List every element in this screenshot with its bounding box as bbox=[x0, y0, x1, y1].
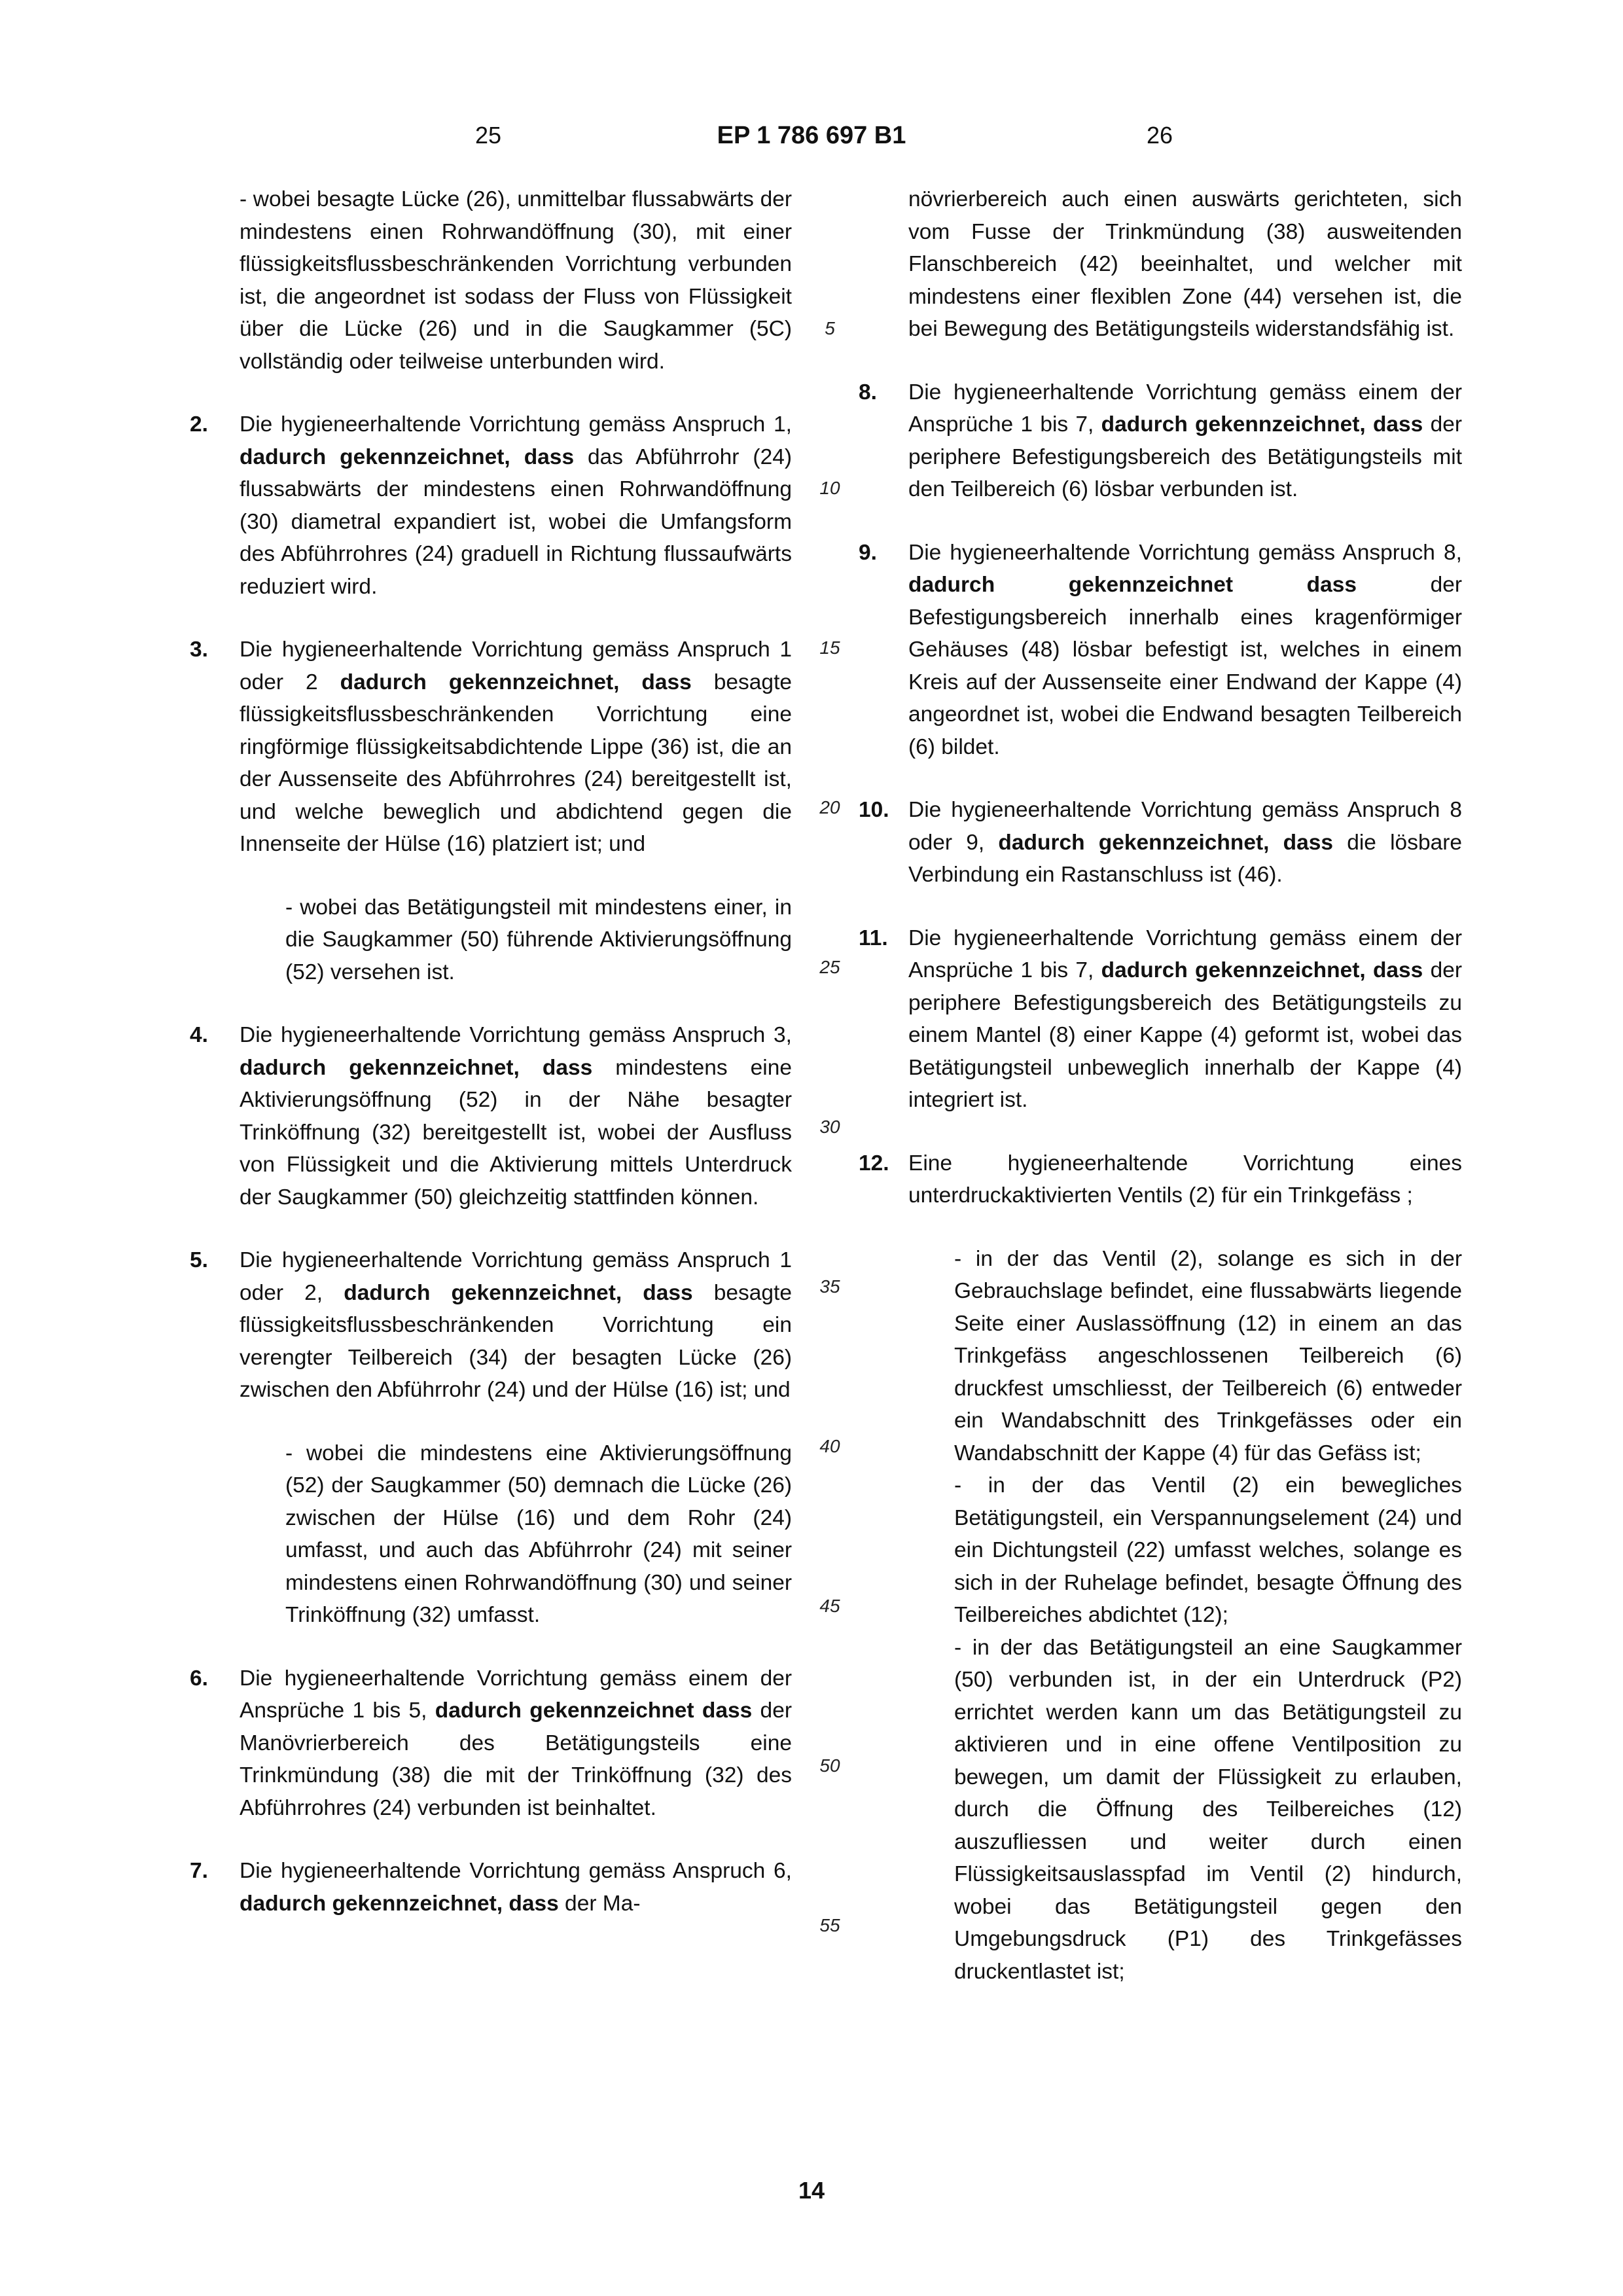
claim-text: Die hygieneerhaltende Vorrichtung gemäss einem der Ansprüche 1 bis 7, dadurch gekennzeichnet, dass der periphere Befestigungsbereich des Betätigungsteils zu einem Mantel (8) einer Kappe (4) geformt ist, wobei das Betätigungsteil unbeweglich innerhalb der Kappe (4) integriert ist. bbox=[908, 925, 1462, 1112]
claim-10 bbox=[859, 794, 1462, 891]
claim-text: Die hygieneerhaltende Vorrichtung gemäss Anspruch 8, dadurch gekennzeichnet dass der Befestigungsbereich innerhalb eines kragenförmiger Gehäuses (48) lösbar befestigt ist, welches in einem Kreis auf der Aussenseite einer Endwand der Kappe (4) angeordnet ist, wobei die Endwand besagten Teilbereich (6) bildet. bbox=[908, 540, 1462, 759]
claim-12-subclause-3: - in der das Betätigungsteil an eine Saugkammer (50) verbunden ist, in der ein Unterdruck (P2) errichtet werden kann um das Betätigungsteil zu aktivieren und in eine offene Ventilposition zu bewegen, um damit der Flüssigkeit zu erlauben, durch die Öffnung des Teilbereiches (12) auszufliessen und weiter durch einen Flüssigkeitsauslasspfad im Ventil (2) hindurch, wobei das Betätigungsteil gegen den Umgebungsdruck (P1) des Trinkgefässes druckentlastet ist; bbox=[954, 1635, 1462, 1984]
claim-3-subclause: - wobei das Betätigungsteil mit mindestens einer, in die Saugkammer (50) führende Aktivierungsöffnung (52) versehen ist. bbox=[285, 895, 792, 984]
line-number: 50 bbox=[819, 1755, 840, 1776]
line-number: 35 bbox=[819, 1276, 840, 1297]
claim-1-continuation: - wobei besagte Lücke (26), unmittelbar flussabwärts der mindestens einen Rohrwandöffnung (30), mit einer flüssigkeitsflussbeschränkenden Vorrichtung verbunden ist, die angeordnet ist sodass der Fluss von Flüssigkeit über die Lücke (26) und in die Saugkammer (5C) vollständig oder teilweise unterbunden wird. bbox=[240, 187, 792, 374]
claim-8 bbox=[859, 376, 1462, 506]
claim-text: Die hygieneerhaltende Vorrichtung gemäss Anspruch 1 oder 2 dadurch gekennzeichnet, dass besagte flüssigkeitsflussbeschränkenden Vorrichtung eine ringförmige flüssigkeitsabdichtende Lippe (36) ist, die an der Aussenseite des Abführrohres (24) bereitgestellt ist, und welche beweglich und abdichtend gegen die Innenseite der Hülse (16) platziert ist; und bbox=[240, 637, 793, 856]
claim-text: Die hygieneerhaltende Vorrichtung gemäss Anspruch 1 oder 2, dadurch gekennzeichnet, dass besagte flüssigkeitsflussbeschränkenden Vorrichtung ein verengter Teilbereich (34) der besagten Lücke (26) zwischen den Abführrohr (24) und der Hülse (16) ist; und bbox=[240, 1248, 792, 1402]
claim-number: 8. bbox=[859, 380, 877, 404]
claim-number: 12. bbox=[859, 1151, 889, 1175]
claim-number: 11. bbox=[859, 925, 888, 950]
claim-6 bbox=[190, 1662, 792, 1825]
claim-text: Die hygieneerhaltende Vorrichtung gemäss Anspruch 6, dadurch gekennzeichnet, dass der Ma- bbox=[240, 1859, 792, 1916]
claim-text: Die hygieneerhaltende Vorrichtung gemäss Anspruch 1, dadurch gekennzeichnet, dass das Abführrohr (24) flussabwärts der mindestens einen Rohrwandöffnung (30) diametral expandiert ist, wobei die Umfangsform des Abführrohres (24) graduell in Richtung flussaufwärts reduziert wird. bbox=[240, 412, 792, 599]
patent-number: EP 1 786 697 B1 bbox=[717, 122, 906, 149]
page-footer-number: 14 bbox=[798, 2177, 825, 2204]
claim-number: 5. bbox=[190, 1248, 208, 1272]
line-number: 30 bbox=[819, 1117, 840, 1137]
claim-12 bbox=[859, 1147, 1462, 1212]
claim-3 bbox=[190, 634, 792, 861]
line-number: 45 bbox=[819, 1596, 840, 1616]
claim-number: 4. bbox=[190, 1023, 208, 1047]
claim-4 bbox=[190, 1019, 792, 1213]
claim-number: 3. bbox=[190, 637, 208, 662]
claim-text: Die hygieneerhaltende Vorrichtung gemäss einem der Ansprüche 1 bis 7, dadurch gekennzeichnet, dass der periphere Befestigungsbereich des Betätigungsteils mit den Teilbereich (6) lösbar verbunden ist. bbox=[908, 380, 1462, 501]
claim-11 bbox=[859, 922, 1462, 1117]
line-number: 40 bbox=[819, 1436, 840, 1456]
line-number: 55 bbox=[819, 1915, 840, 1935]
claim-2 bbox=[190, 408, 792, 603]
line-number: 5 bbox=[825, 318, 835, 338]
claim-5-subclause: - wobei die mindestens eine Aktivierungsöffnung (52) der Saugkammer (50) demnach die Lücke (26) zwischen der Hülse (16) und dem Rohr (24) umfasst, und auch das Abführrohr (24) mit seiner mindestens einen Rohrwandöffnung (30) und seiner Trinköffnung (32) umfasst. bbox=[285, 1441, 792, 1627]
claim-text: Die hygieneerhaltende Vorrichtung gemäss einem der Ansprüche 1 bis 5, dadurch gekennzeichnet dass der Manövrierbereich des Betätigungsteils eine Trinkmündung (38) die mit der Trinköffnung (32) des Abführrohres (24) verbunden ist beinhaltet. bbox=[240, 1666, 792, 1820]
line-number: 25 bbox=[819, 957, 840, 977]
claim-text: Eine hygieneerhaltende Vorrichtung eines unterdruckaktivierten Ventils (2) für ein Trinkgefäss ; bbox=[908, 1151, 1462, 1208]
line-number: 10 bbox=[819, 478, 840, 498]
left-column bbox=[190, 183, 792, 1920]
claim-number: 7. bbox=[190, 1859, 208, 1883]
claim-7 bbox=[190, 1855, 792, 1920]
line-number: 20 bbox=[819, 797, 840, 817]
claim-text: Die hygieneerhaltende Vorrichtung gemäss Anspruch 3, dadurch gekennzeichnet, dass mindestens eine Aktivierungsöffnung (52) in der Nähe besagter Trinköffnung (32) bereitgestellt ist, wobei der Ausfluss von Flüssigkeit und die Aktivierung mittels Unterdruck der Saugkammer (50) gleichzeitig stattfinden können. bbox=[240, 1023, 793, 1210]
line-number: 15 bbox=[819, 637, 840, 658]
page-number-left: 25 bbox=[475, 122, 502, 149]
claim-7-continuation: növrierbereich auch einen auswärts gerichteten, sich vom Fusse der Trinkmündung (38) ausweitenden Flanschbereich (42) beeinhaltet, und welcher mit mindestens einer flexiblen Zone (44) versehen ist, die bei Bewegung des Betätigungsteils widerstandsfähig ist. bbox=[908, 187, 1462, 341]
claim-number: 6. bbox=[190, 1666, 208, 1691]
claim-9 bbox=[859, 537, 1462, 764]
claim-number: 10. bbox=[859, 798, 889, 822]
claim-12-subclause-2: - in der das Ventil (2) ein bewegliches Betätigungsteil, ein Verspannungselement (24) und ein Dichtungsteil (22) umfasst welches, solange es sich in der Ruhelage befindet, besagte Öffnung des Teilbereiches abdichtet (12); bbox=[954, 1473, 1462, 1627]
claim-12-subclause-1: - in der das Ventil (2), solange es sich in der Gebrauchslage befindet, eine flussabwärts liegende Seite einer Auslassöffnung (12) in einem an das Trinkgefäss angeschlossenen Teilbereich (6) druckfest umschliesst, der Teilbereich (6) entweder ein Wandabschnitt des Trinkgefässes oder ein Wandabschnitt der Kappe (4) für das Gefäss ist; bbox=[954, 1246, 1462, 1465]
claim-text: Die hygieneerhaltende Vorrichtung gemäss Anspruch 8 oder 9, dadurch gekennzeichnet, dass die lösbare Verbindung ein Rastanschluss ist (46). bbox=[908, 798, 1462, 887]
claim-number: 9. bbox=[859, 540, 877, 565]
claim-5 bbox=[190, 1244, 792, 1407]
right-column bbox=[859, 183, 1462, 1988]
page-number-right: 26 bbox=[1147, 122, 1173, 149]
claim-number: 2. bbox=[190, 412, 208, 437]
